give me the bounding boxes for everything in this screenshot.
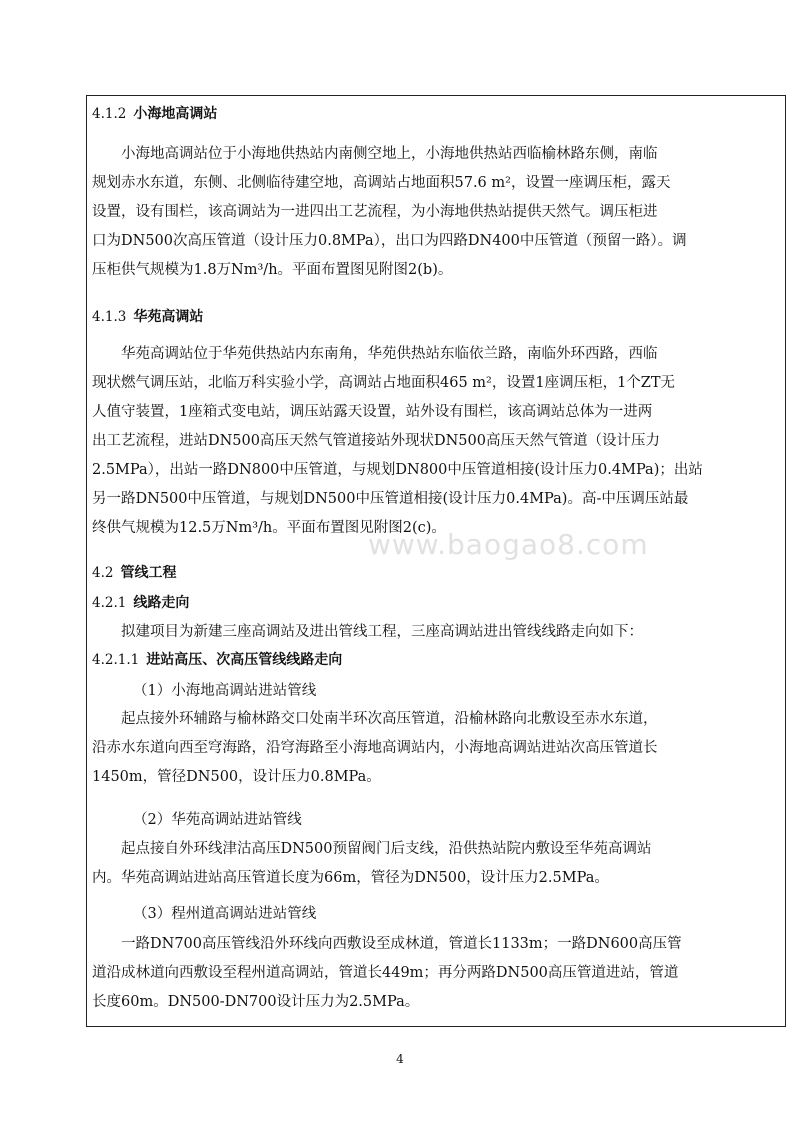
- paragraph-huayuan: [92, 340, 726, 543]
- paragraph-line: 终供气规模为12.5万Nm³/h。平面布置图见附图2(c)。: [92, 520, 446, 536]
- section-number: 4.2: [92, 565, 114, 581]
- section-number: 4.2.1.1: [92, 652, 140, 668]
- section-heading-4-2: [92, 564, 726, 583]
- section-heading-4-1-3: [92, 308, 726, 327]
- paragraph-xiaohaidi: [92, 140, 726, 285]
- watermark: www.baogao8.com: [368, 528, 649, 561]
- section-heading-4-2-1: [92, 594, 726, 613]
- section-heading-4-2-1-1: [92, 651, 726, 670]
- section-title: 管线工程: [120, 565, 177, 581]
- paragraph-line: 压柜供气规模为1.8万Nm³/h。平面布置图见附图2(b)。: [92, 262, 453, 278]
- paragraph-line: 华苑高调站位于华苑供热站内东南角，华苑供热站东临依兰路，南临外环西路，西临: [121, 346, 658, 362]
- section-title: 小海地高调站: [133, 106, 218, 122]
- paragraph-line: 2.5MPa），出站一路DN800中压管道，与规划DN800中压管道相接(设计压力0.4MPa)；出站: [92, 462, 703, 478]
- item-paragraph-huayuan: [92, 835, 726, 893]
- paragraph-line: 出工艺流程，进站DN500高压天然气管道接站外现状DN500高压天然气管道（设计压力: [92, 433, 660, 449]
- item-label-xiaohaidi: （1）小海地高调站进站管线: [133, 683, 317, 699]
- paragraph-line: 一路DN700高压管线沿外环线向西敷设至成林道，管道长1133m；一路DN600高压管: [121, 936, 682, 952]
- section-title: 进站高压、次高压管线线路走向: [146, 652, 343, 668]
- item-paragraph-chengzhoudao: [92, 930, 726, 1017]
- paragraph-line: 设置，设有围栏，该高调站为一进四出工艺流程，为小海地供热站提供天然气。调压柜进: [92, 204, 658, 220]
- paragraph-line: 道沿成林道向西敷设至程州道高调站，管道长449m；再分两路DN500高压管道进站，管道: [92, 965, 679, 981]
- item-label-chengzhoudao: （3）程州道高调站进站管线: [133, 906, 317, 922]
- paragraph-line: 内。华苑高调站进站高压管道长度为66m，管径为DN500，设计压力2.5MPa。: [92, 870, 609, 886]
- section-title: 华苑高调站: [133, 309, 204, 325]
- paragraph-line: 长度60m。DN500-DN700设计压力为2.5MPa。: [92, 994, 420, 1010]
- section-title: 线路走向: [133, 595, 190, 611]
- paragraph-line: 另一路DN500中压管道，与规划DN500中压管道相接(设计压力0.4MPa)。高-中压调压站最: [92, 491, 689, 507]
- paragraph-line: 小海地高调站位于小海地供热站内南侧空地上，小海地供热站西临榆林路东侧，南临: [121, 146, 658, 162]
- paragraph-line: 沿赤水东道向西至穹海路，沿穹海路至小海地高调站内，小海地高调站进站次高压管道长: [92, 740, 658, 756]
- section-number: 4.2.1: [92, 595, 127, 611]
- section-heading-4-1-2: [92, 105, 726, 124]
- page-number: 4: [396, 1052, 404, 1066]
- paragraph-line: 规划赤水东道，东侧、北侧临待建空地，高调站占地面积57.6 m²，设置一座调压柜，露天: [92, 175, 671, 191]
- paragraph-line: 现状燃气调压站，北临万科实验小学，高调站占地面积465 m²，设置1座调压柜，1个ZT无: [92, 375, 676, 391]
- paragraph-line: 起点接外环辅路与榆林路交口处南半环次高压管道，沿榆林路向北敷设至赤水东道，: [121, 711, 658, 727]
- intro-sentence: 拟建项目为新建三座高调站及进出管线工程，三座高调站进出管线线路走向如下：: [121, 624, 643, 640]
- paragraph-line: 起点接自外环线津沽高压DN500预留阀门后支线，沿供热站院内敷设至华苑高调站: [121, 841, 652, 857]
- section-number: 4.1.3: [92, 309, 127, 325]
- item-paragraph-xiaohaidi: [92, 705, 726, 792]
- section-number: 4.1.2: [92, 106, 127, 122]
- paragraph-line: 口为DN500次高压管道（设计压力0.8MPa），出口为四路DN400中压管道（预留一路）。调: [92, 233, 687, 249]
- item-label-huayuan: （2）华苑高调站进站管线: [133, 812, 302, 828]
- paragraph-line: 人值守装置，1座箱式变电站，调压站露天设置，站外设有围栏，该高调站总体为一进两: [92, 404, 653, 420]
- paragraph-line: 1450m，管径DN500，设计压力0.8MPa。: [92, 769, 381, 785]
